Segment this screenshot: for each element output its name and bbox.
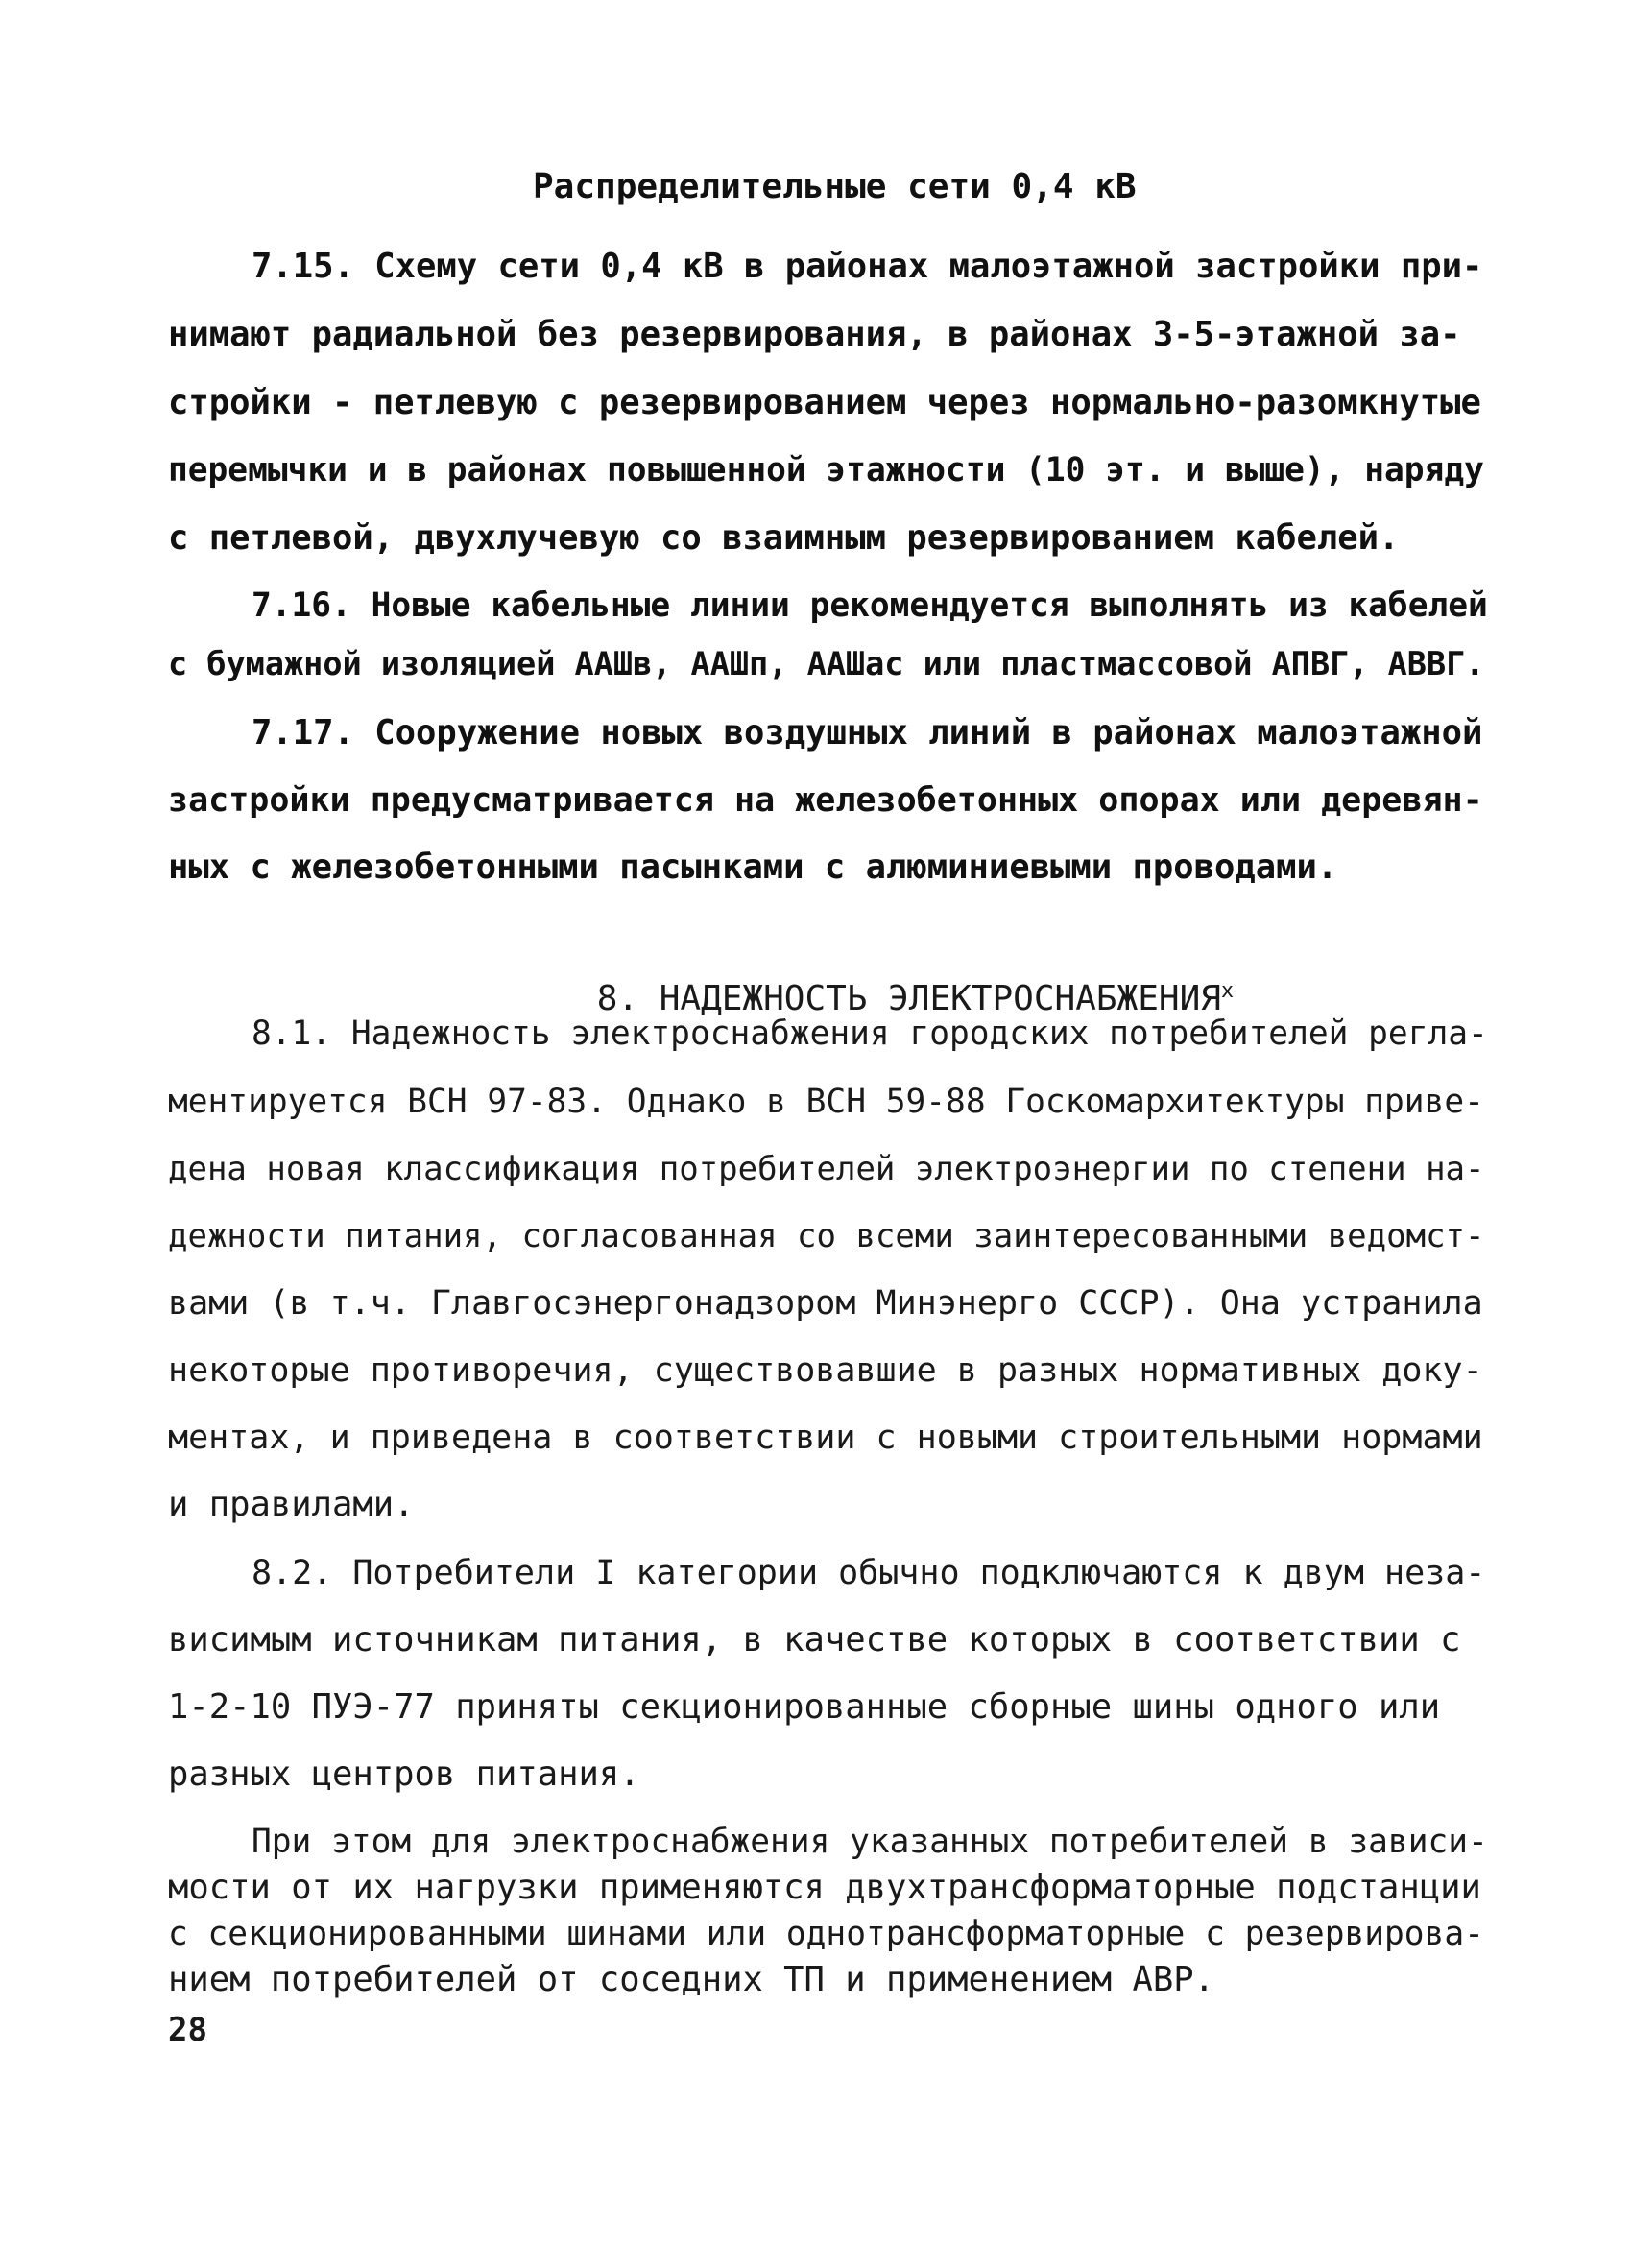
page-number: 28 bbox=[168, 2011, 207, 2049]
section-title-text: 8. НАДЕЖНОСТЬ ЭЛЕКТРОСНАБЖЕНИЯ bbox=[596, 979, 1221, 1018]
section-title-distribution-networks: Распределительные сети 0,4 кВ bbox=[533, 167, 1137, 206]
paragraph-7-15-line: стройки - петлевую с резервированием через нормально-разомкнутые bbox=[168, 383, 1481, 422]
paragraph-8-1-line: вами (в т.ч. Главгосэнергонадзором Минэнерго СССР). Она устранила bbox=[168, 1284, 1483, 1323]
paragraph-8-3-line: с секционированными шинами или однотрансформаторные с резервирова- bbox=[168, 1915, 1484, 1953]
paragraph-7-15-line: с петлевой, двухлучевую со взаимным резервированием кабелей. bbox=[168, 518, 1400, 558]
paragraph-8-1-line: некоторые противоречия, существовавшие в разных нормативных доку- bbox=[168, 1351, 1483, 1390]
paragraph-7-16-line: с бумажной изоляцией ААШв, ААШп, ААШас или пластмассовой АПВГ, АВВГ. bbox=[168, 645, 1485, 682]
paragraph-7-17-line: застройки предусматривается на железобетонных опорах или деревян- bbox=[168, 781, 1483, 820]
paragraph-7-15-line: перемычки и в районах повышенной этажности (10 эт. и выше), наряду bbox=[168, 451, 1484, 489]
paragraph-7-15-line: нимают радиальной без резервирования, в районах 3-5-этажной за- bbox=[168, 315, 1461, 354]
paragraph-8-2-line: 1-2-10 ПУЭ-77 приняты секционированные сборные шины одного или bbox=[168, 1687, 1441, 1727]
paragraph-7-16-line: 7.16. Новые кабельные линии рекомендуется выполнять из кабелей bbox=[252, 586, 1488, 625]
paragraph-8-3-line: При этом для электроснабжения указанных потребителей в зависи- bbox=[252, 1823, 1488, 1861]
paragraph-8-3-line: нием потребителей от соседних ТП и применением АВР. bbox=[168, 1960, 1215, 1999]
paragraph-7-15-line: 7.15. Схему сети 0,4 кВ в районах малоэтажной застройки при- bbox=[252, 247, 1483, 286]
paragraph-7-17-line: 7.17. Сооружение новых воздушных линий в районах малоэтажной bbox=[252, 713, 1483, 752]
paragraph-8-1-line: дена новая классификация потребителей электроэнергии по степени на- bbox=[168, 1150, 1485, 1188]
paragraph-8-1-line: дежности питания, согласованная со всеми заинтересованными ведомст- bbox=[168, 1217, 1485, 1255]
paragraph-7-17-line: ных с железобетонными пасынками с алюминиевыми проводами. bbox=[168, 848, 1338, 887]
paragraph-8-2-line: висимым источникам питания, в качестве которых в соответствии с bbox=[168, 1620, 1461, 1659]
paragraph-8-2-line: разных центров питания. bbox=[168, 1755, 640, 1794]
footnote-mark: х bbox=[1220, 979, 1235, 1003]
paragraph-8-1-line: и правилами. bbox=[168, 1485, 415, 1524]
paragraph-8-2-line: 8.2. Потребители I категории обычно подключаются к двум неза- bbox=[252, 1554, 1486, 1592]
paragraph-8-1-line: ментах, и приведена в соответствии с новыми строительными нормами bbox=[168, 1419, 1483, 1457]
paragraph-8-1-line: 8.1. Надежность электроснабжения городских потребителей регла- bbox=[252, 1015, 1488, 1053]
paragraph-8-1-line: ментируется ВСН 97-83. Однако в ВСН 59-88 Госкомархитектуры приве- bbox=[168, 1083, 1484, 1121]
paragraph-8-3-line: мости от их нагрузки применяются двухтрансформаторные подстанции bbox=[168, 1868, 1481, 1907]
